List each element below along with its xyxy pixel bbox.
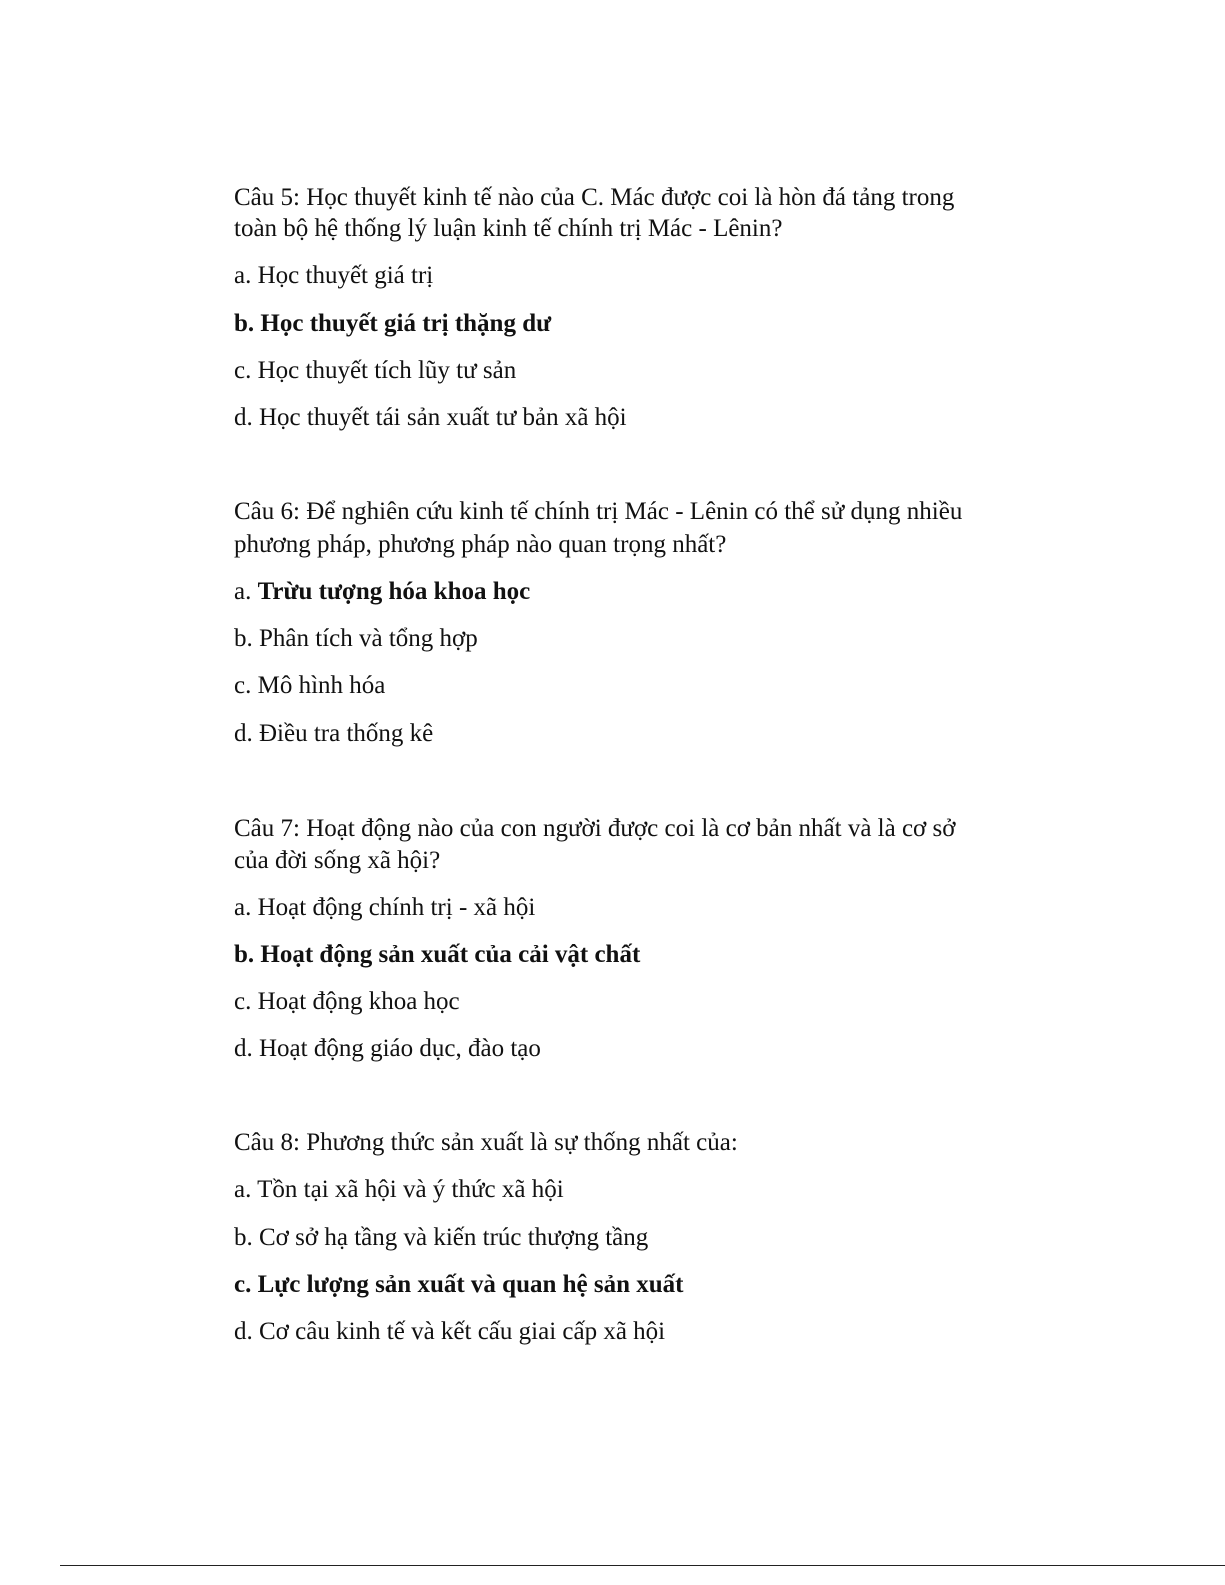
page-bottom-divider <box>60 1565 1225 1566</box>
question-7-option-d: d. Hoạt động giáo dục, đào tạo <box>234 1035 541 1062</box>
question-7-stem-line-1: Câu 7: Hoạt động nào của con người được coi là cơ bản nhất và là cơ sở <box>234 815 956 842</box>
question-5-option-c: c. Học thuyết tích lũy tư sản <box>234 357 517 384</box>
question-6-option-c: c. Mô hình hóa <box>234 672 386 699</box>
question-6-option-a-text: Trừu tượng hóa khoa học <box>257 578 531 605</box>
question-5-option-d: d. Học thuyết tái sản xuất tư bản xã hội <box>234 404 627 431</box>
question-7-stem-line-2: của đời sống xã hội? <box>234 847 441 874</box>
question-6-stem-line-1: Câu 6: Để nghiên cứu kinh tế chính trị Mác - Lênin có thể sử dụng nhiều <box>234 498 963 525</box>
question-6-option-d: d. Điều tra thống kê <box>234 720 434 747</box>
question-6-option-b: b. Phân tích và tổng hợp <box>234 625 478 652</box>
question-5-stem-line-1: Câu 5: Học thuyết kinh tế nào của C. Mác được coi là hòn đá tảng trong <box>234 184 955 211</box>
question-8-option-c-answer: c. Lực lượng sản xuất và quan hệ sản xuất <box>234 1271 684 1298</box>
question-6-option-a-prefix: a. <box>234 578 258 605</box>
question-5-stem-line-2: toàn bộ hệ thống lý luận kinh tế chính trị Mác - Lênin? <box>234 215 783 242</box>
question-7-option-a: a. Hoạt động chính trị - xã hội <box>234 894 536 921</box>
question-8-stem: Câu 8: Phương thức sản xuất là sự thống nhất của: <box>234 1129 738 1156</box>
question-5-option-b-answer: b. Học thuyết giá trị thặng dư <box>234 310 552 337</box>
question-8-option-a: a. Tồn tại xã hội và ý thức xã hội <box>234 1176 564 1203</box>
question-8-option-b: b. Cơ sở hạ tầng và kiến trúc thượng tầng <box>234 1224 649 1251</box>
question-8-option-d: d. Cơ câu kinh tế và kết cấu giai cấp xã hội <box>234 1318 666 1345</box>
question-7-option-b-answer: b. Hoạt động sản xuất của cải vật chất <box>234 941 641 968</box>
question-6-option-a-answer <box>234 576 530 608</box>
question-7-option-c: c. Hoạt động khoa học <box>234 988 460 1015</box>
question-6-stem-line-2: phương pháp, phương pháp nào quan trọng nhất? <box>234 531 727 558</box>
question-5-option-a: a. Học thuyết giá trị <box>234 262 434 289</box>
